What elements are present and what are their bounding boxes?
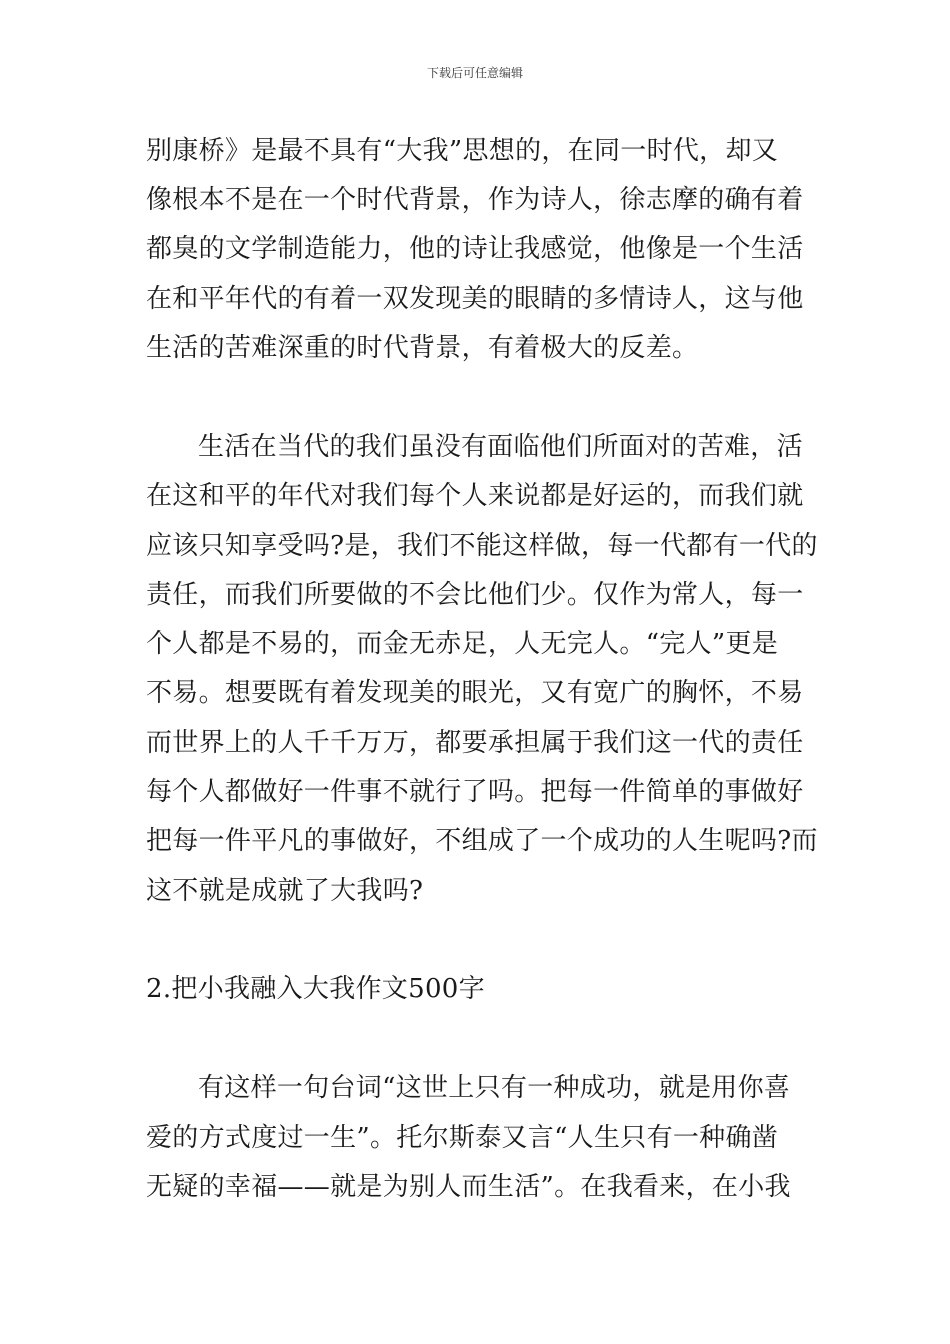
text-line: 像根本不是在一个时代背景，作为诗人，徐志摩的确有着 xyxy=(146,185,804,215)
text-line: 生活的苦难深重的时代背景，有着极大的反差。 xyxy=(146,333,699,363)
text-line: 都臭的文学制造能力，他的诗让我感觉，他像是一个生活 xyxy=(146,234,804,264)
text-line: 把每一件平凡的事做好，不组成了一个成功的人生呢吗?而 xyxy=(146,826,818,856)
text-line: 爱的方式度过一生”。托尔斯泰又言“人生只有一种确凿 xyxy=(146,1123,779,1153)
text-line: 不易。想要既有着发现美的眼光，又有宽广的胸怀，不易 xyxy=(146,678,804,708)
text-line: 无疑的幸福——就是为别人而生活”。在我看来，在小我 xyxy=(146,1172,791,1202)
text-line: 每个人都做好一件事不就行了吗。把每一件简单的事做好 xyxy=(146,777,804,807)
text-line: 个人都是不易的，而金无赤足，人无完人。“完人”更是 xyxy=(146,629,779,659)
text-line: 这不就是成就了大我吗? xyxy=(146,876,424,906)
page-header: 下载后可任意编辑 xyxy=(426,66,523,80)
text-line: 有这样一句台词“这世上只有一种成功，就是用你喜 xyxy=(198,1073,791,1103)
text-line: 责任，而我们所要做的不会比他们少。仅作为常人，每一 xyxy=(146,580,804,610)
text-line: 别康桥》是最不具有“大我”思想的，在同一时代，却又 xyxy=(146,136,779,166)
text-line: 应该只知享受吗?是，我们不能这样做，每一代都有一代的 xyxy=(146,531,818,561)
text-line: 生活在当代的我们虽没有面临他们所面对的苦难，活 xyxy=(198,432,803,462)
text-line: 而世界上的人千千万万，都要承担属于我们这一代的责任 xyxy=(146,728,804,758)
section-heading: 2.把小我融入大我作文500字 xyxy=(146,974,485,1004)
text-line: 在和平年代的有着一双发现美的眼睛的多情诗人，这与他 xyxy=(146,284,804,314)
text-line: 在这和平的年代对我们每个人来说都是好运的，而我们就 xyxy=(146,481,804,511)
